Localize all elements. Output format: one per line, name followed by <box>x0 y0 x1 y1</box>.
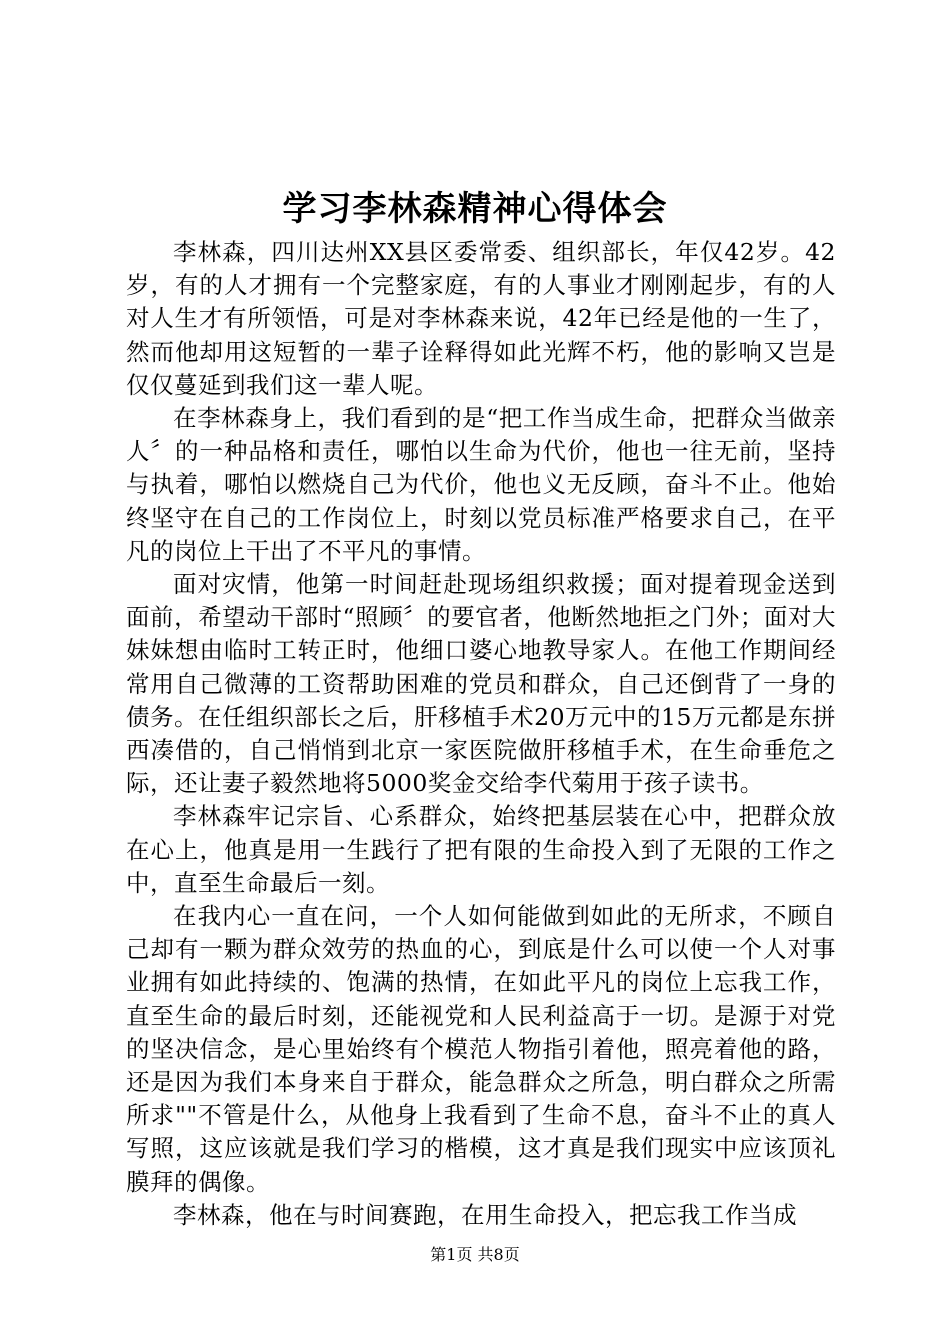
document-body <box>126 236 836 1232</box>
paragraph-2: 在李林森身上，我们看到的是“把工作当成生命，把群众当做亲人〞的一种品格和责任，哪怕以生命为代价，他也一往无前，坚持与执着，哪怕以燃烧自己为代价，他也义无反顾，奋斗不止。他始终坚守在自己的工作岗位上，时刻以党员标准严格要求自己，在平凡的岗位上干出了不平凡的事情。 <box>126 404 836 565</box>
paragraph-6: 李林森，他在与时间赛跑，在用生命投入，把忘我工作当成 <box>173 1200 797 1229</box>
paragraph-4: 李林森牢记宗旨、心系群众，始终把基层装在心中，把群众放在心上，他真是用一生践行了把有限的生命投入到了无限的工作之中，直至生命最后一刻。 <box>126 802 836 897</box>
page-indicator: 第1页 共8页 <box>430 1245 520 1264</box>
paragraph-5: 在我内心一直在问，一个人如何能做到如此的无所求，不顾自己却有一颗为群众效劳的热血的心，到底是什么可以使一个人对事业拥有如此持续的、饱满的热情，在如此平凡的岗位上忘我工作，直至生命的最后时刻，还能视党和人民利益高于一切。是源于对党的坚决信念，是心里始终有个模范人物指引着他，照亮着他的路，还是因为我们本身来自于群众，能急群众之所急，明白群众之所需所求""不管是什么，从他身上我看到了生命不息，奋斗不止的真人写照，这应该就是我们学习的楷模，这才真是我们现实中应该顶礼膜拜的偶像。 <box>126 902 836 1196</box>
paragraph-3: 面对灾情，他第一时间赶赴现场组织救援；面对提着现金送到面前，希望动干部时“照顾〞的要官者，他断然地拒之门外；面对大妹妹想由临时工转正时，他细口婆心地教导家人。在他工作期间经常用自己微薄的工资帮助困难的党员和群众，自己还倒背了一身的债务。在任组织部长之后，肝移植手术20万元中的15万元都是东拼西凑借的，自己悄悄到北京一家医院做肝移植手术，在生命垂危之际，还让妻子毅然地将5000奖金交给李代菊用于孩子读书。 <box>126 570 836 798</box>
paragraph-1: 李林森，四川达州XX县区委常委、组织部长，年仅42岁。42岁，有的人才拥有一个完整家庭，有的人事业才刚刚起步，有的人对人生才有所领悟，可是对李林森来说，42年已经是他的一生了，然而他却用这短暂的一辈子诠释得如此光辉不朽，他的影响又岂是仅仅蔓延到我们这一辈人呢。 <box>126 238 836 399</box>
document-title: 学习李林森精神心得体会 <box>282 189 668 229</box>
page-footer <box>0 1243 950 1267</box>
